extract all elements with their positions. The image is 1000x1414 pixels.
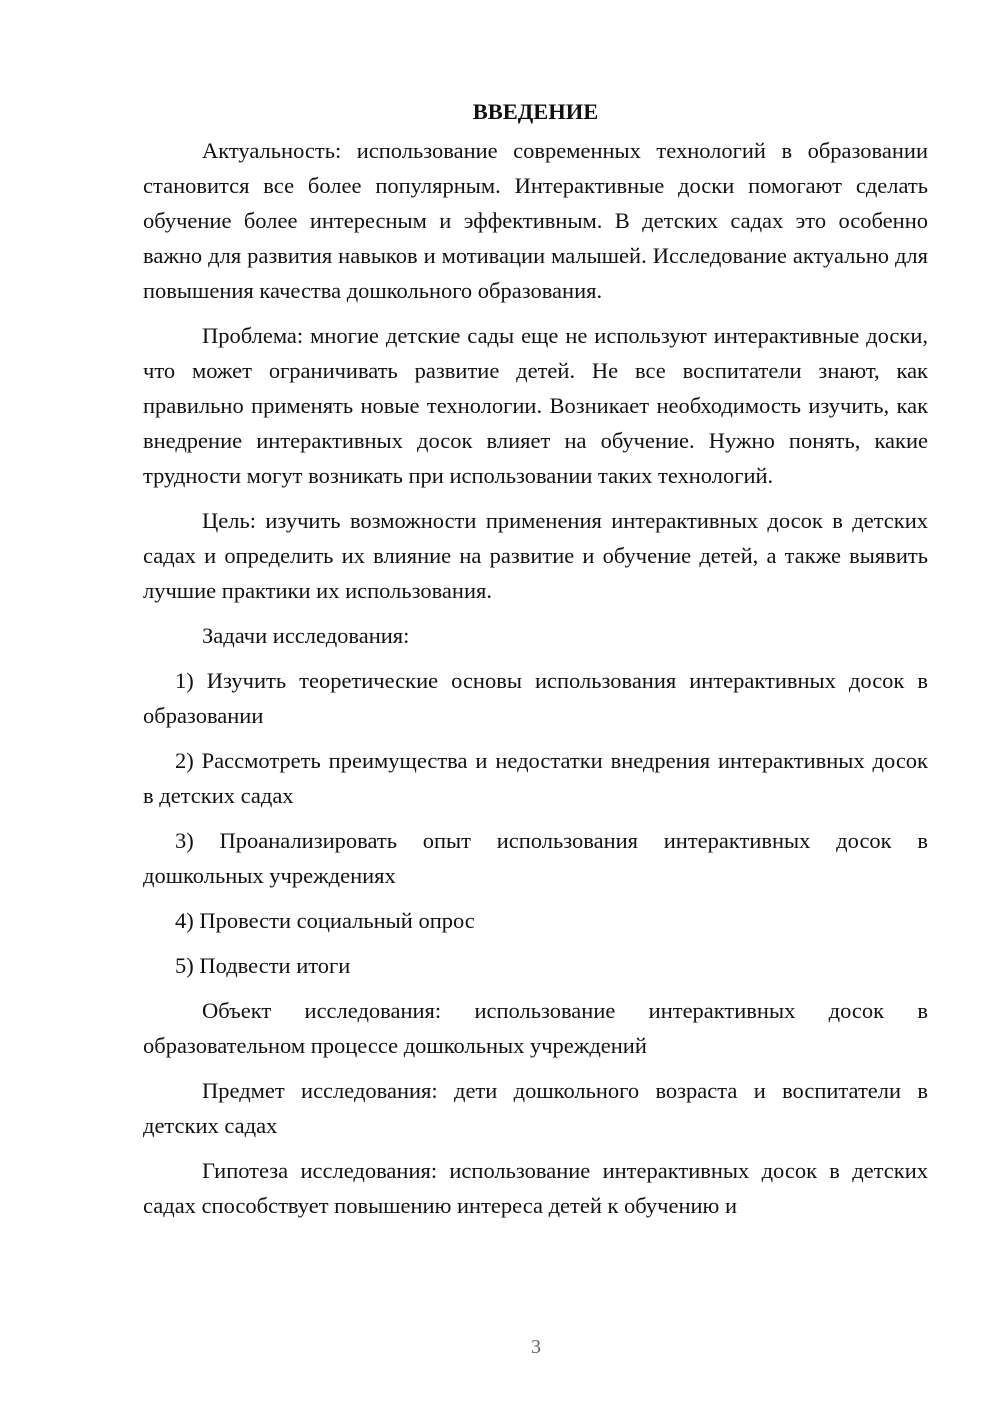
section-heading: ВВЕДЕНИЕ bbox=[472, 99, 599, 124]
goal-paragraph: Цель: изучить возможности применения интерактивных досок в детских садах и определить их влияние на развитие и обучение детей, а также выявить лучшие практики их использования. bbox=[143, 508, 928, 603]
problem-paragraph: Проблема: многие детские сады еще не используют интерактивные доски, что может ограничивать развитие детей. Не все воспитатели знают, как правильно применять новые технологии. Возникает необходимость изучить, как внедрение интерактивных досок влияет на обучение. Нужно понять, какие трудности могут возникать при использовании таких технологий. bbox=[143, 323, 928, 488]
page-content bbox=[143, 96, 928, 1233]
task-item-1: 1) Изучить теоретические основы использования интерактивных досок в образовании bbox=[143, 668, 928, 728]
subject-paragraph: Предмет исследования: дети дошкольного возраста и воспитатели в детских садах bbox=[143, 1078, 928, 1138]
task-item-4: 4) Провести социальный опрос bbox=[175, 908, 475, 933]
page-number: 3 bbox=[531, 1336, 541, 1358]
task-item-5: 5) Подвести итоги bbox=[175, 953, 351, 978]
tasks-heading: Задачи исследования: bbox=[202, 623, 410, 648]
hypothesis-paragraph: Гипотеза исследования: использование интерактивных досок в детских садах способствует повышению интереса детей к обучению и bbox=[143, 1158, 928, 1218]
relevance-paragraph: Актуальность: использование современных технологий в образовании становится все более популярным. Интерактивные доски помогают сделать обучение более интересным и эффективным. В детских садах это особенно важно для развития навыков и мотивации малышей. Исследование актуально для повышения качества дошкольного образования. bbox=[143, 138, 928, 303]
task-item-3: 3) Проанализировать опыт использования интерактивных досок в дошкольных учреждениях bbox=[143, 828, 928, 888]
object-paragraph: Объект исследования: использование интерактивных досок в образовательном процессе дошкольных учреждений bbox=[143, 998, 928, 1058]
task-item-2: 2) Рассмотреть преимущества и недостатки внедрения интерактивных досок в детских садах bbox=[143, 748, 928, 808]
